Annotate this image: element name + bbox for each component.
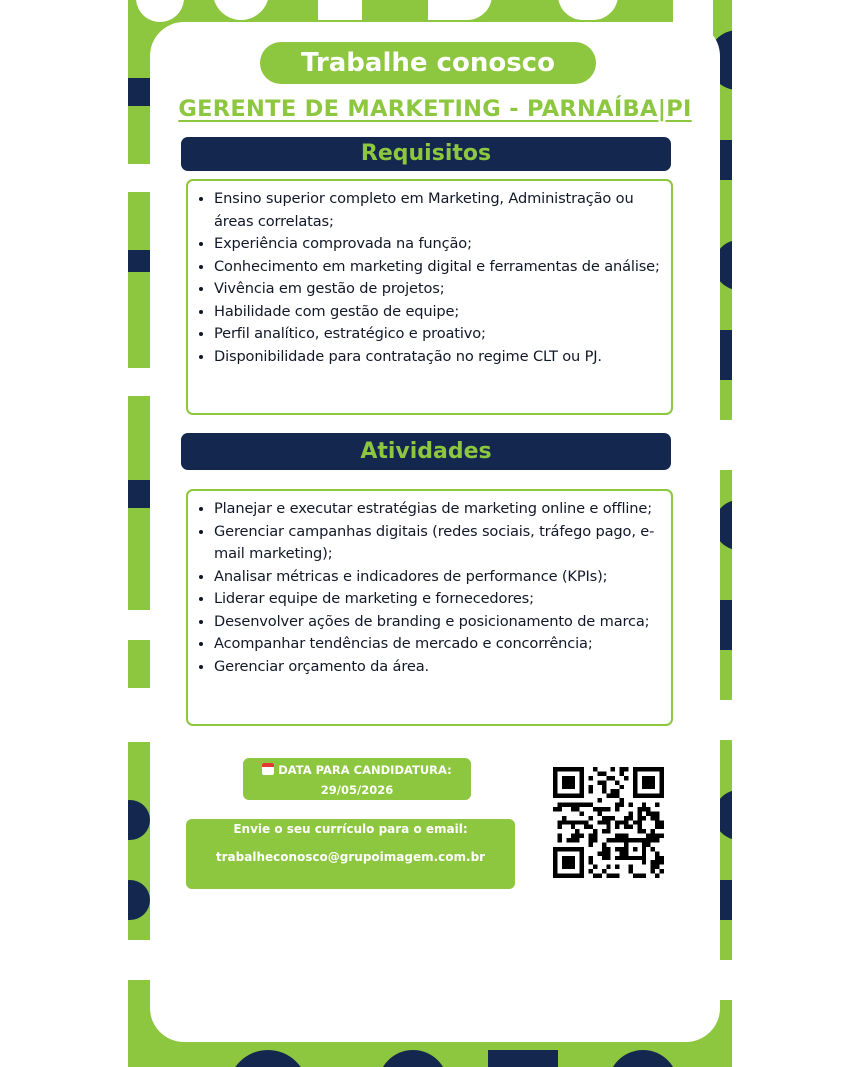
decor-shape — [128, 800, 150, 840]
email-box — [186, 819, 515, 889]
list-item: • Gerenciar orçamento da área. — [214, 656, 663, 679]
decor-shape — [378, 1050, 448, 1067]
job-title: GERENTE DE MARKETING - PARNAÍBA|PI — [178, 96, 692, 122]
decor-shape — [488, 1050, 558, 1067]
list-item: • Planejar e executar estratégias de marketing online e offline; — [214, 498, 663, 521]
decor-shape — [128, 610, 150, 640]
list-item: • Desenvolver ações de branding e posicionamento de marca; — [214, 611, 663, 634]
email-address[interactable]: trabalheconosco@grupoimagem.com.br — [215, 850, 486, 864]
list-item: • Vivência em gestão de projetos; — [214, 278, 663, 301]
page-title: Trabalhe conosco — [260, 42, 596, 84]
decor-shape — [128, 78, 150, 106]
decor-shape — [213, 0, 269, 20]
list-item: • Conhecimento em marketing digital e ferramentas de análise; — [214, 256, 663, 279]
decor-shape — [428, 0, 492, 20]
email-label: Envie o seu currículo para o email: — [233, 822, 468, 836]
list-item: • Disponibilidade para contratação no regime CLT ou PJ. — [214, 346, 663, 369]
decor-shape — [128, 164, 150, 192]
calendar-icon — [262, 763, 274, 775]
requisitos-list — [198, 188, 663, 368]
decor-shape — [128, 368, 150, 396]
list-item: • Perfil analítico, estratégico e proativo; — [214, 323, 663, 346]
requisitos-heading: Requisitos — [181, 137, 671, 171]
decor-shape — [128, 880, 150, 920]
decor-shape — [228, 1050, 308, 1067]
date-label: DATA PARA CANDIDATURA: — [278, 763, 452, 777]
decor-shape — [128, 688, 150, 742]
atividades-list — [198, 498, 663, 678]
decor-shape — [318, 0, 362, 20]
atividades-heading: Atividades — [181, 433, 671, 470]
decor-shape — [128, 250, 150, 272]
requisitos-box — [186, 179, 673, 415]
list-item: • Ensino superior completo em Marketing, Administração ou áreas correlatas; — [214, 188, 663, 233]
list-item: • Experiência comprovada na função; — [214, 233, 663, 256]
decor-shape — [128, 940, 150, 980]
qr-code-icon[interactable] — [553, 767, 664, 878]
list-item: • Analisar métricas e indicadores de performance (KPIs); — [214, 566, 663, 589]
date-value: 29/05/2026 — [320, 783, 394, 797]
list-item: • Gerenciar campanhas digitais (redes sociais, tráfego pago, e-mail marketing); — [214, 521, 663, 566]
atividades-box — [186, 489, 673, 726]
list-item: • Acompanhar tendências de mercado e concorrência; — [214, 633, 663, 656]
decor-shape — [136, 0, 184, 22]
application-date-box — [243, 758, 471, 800]
list-item: • Liderar equipe de marketing e fornecedores; — [214, 588, 663, 611]
decor-shape — [558, 0, 618, 20]
decor-shape — [128, 480, 150, 508]
decor-shape — [608, 1050, 678, 1067]
list-item: • Habilidade com gestão de equipe; — [214, 301, 663, 324]
